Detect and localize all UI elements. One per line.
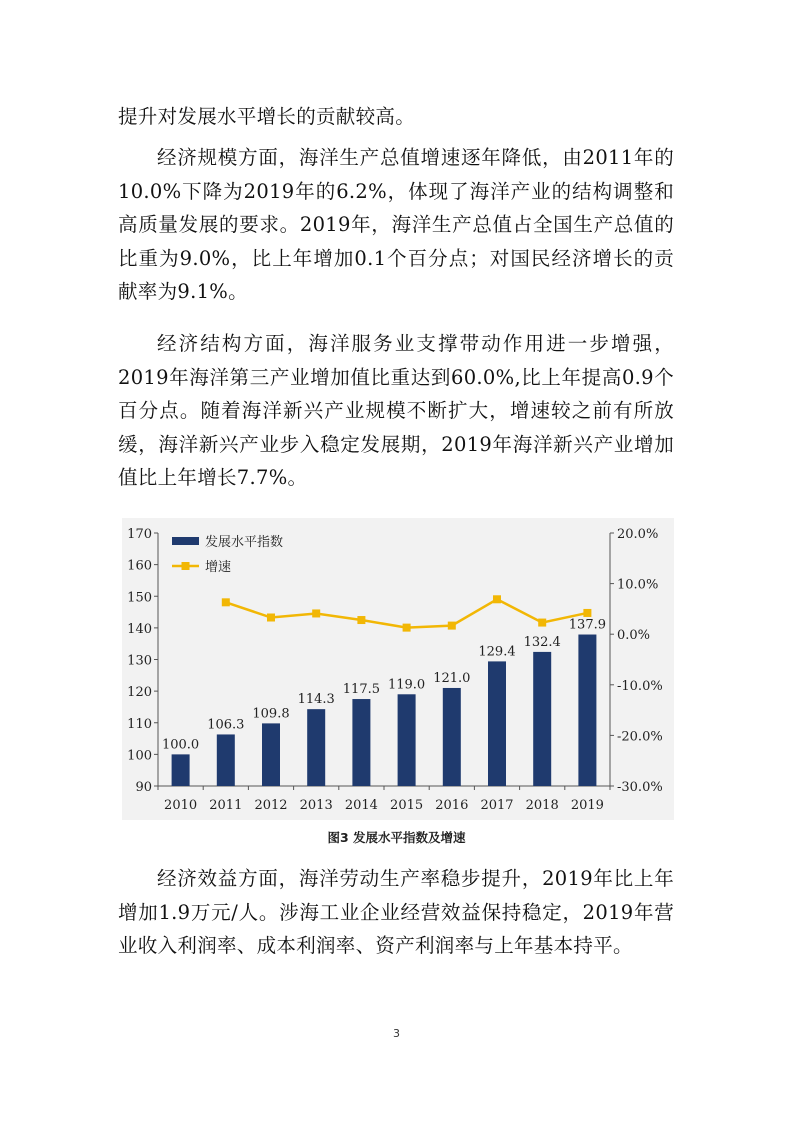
bar <box>443 688 461 786</box>
y-left-tick-label: 130 <box>127 653 152 669</box>
legend-marker-growth <box>182 562 190 570</box>
x-tick-label: 2015 <box>390 798 424 813</box>
growth-point <box>222 598 230 606</box>
bar-value-label: 119.0 <box>387 677 426 693</box>
chart-svg <box>122 518 674 820</box>
x-tick-label: 2014 <box>344 798 378 813</box>
bar <box>398 694 416 786</box>
growth-line-path <box>226 599 588 627</box>
y-left-tick-label: 120 <box>127 685 152 701</box>
bar <box>217 734 235 786</box>
paragraph-continuation: 提升对发展水平增长的贡献较高。 <box>118 105 416 128</box>
chart-growth-line <box>222 595 592 631</box>
bar <box>307 709 325 786</box>
growth-point <box>448 622 456 630</box>
y-left-tick-label: 170 <box>127 527 152 542</box>
paragraph-economic-structure: 经济结构方面，海洋服务业支撑带动作用进一步增强，2019年海洋第三产业增加值比重达到60.0%,比上年提高0.9个百分点。随着海洋新兴产业规模不断扩大，增速较之前有所放缓，海洋新兴产业步入稳定发展期，2019年海洋新兴产业增加值比上年增长7.7%。 <box>118 332 674 489</box>
x-tick-label: 2010 <box>164 798 198 813</box>
chart-bars <box>172 635 597 786</box>
page-number: 3 <box>393 1027 400 1040</box>
figure-caption: 图3 发展水平指数及增速 <box>327 830 466 845</box>
y-left-tick-label: 150 <box>127 590 152 606</box>
bar-value-label: 137.9 <box>568 617 607 633</box>
growth-point <box>583 609 591 617</box>
bar <box>172 754 190 786</box>
growth-point <box>267 614 275 622</box>
x-tick-label: 2011 <box>209 798 243 813</box>
x-tick-label: 2019 <box>570 798 604 813</box>
legend-label-index: 发展水平指数 <box>205 535 284 550</box>
x-tick-label: 2013 <box>299 798 333 813</box>
bar <box>578 635 596 786</box>
bar-value-label: 106.3 <box>207 717 245 733</box>
bar <box>262 723 280 786</box>
y-right-tick-label: 10.0% <box>617 577 659 593</box>
growth-point <box>538 619 546 627</box>
growth-point <box>357 616 365 624</box>
y-left-tick-label: 100 <box>127 748 152 764</box>
y-left-tick-label: 90 <box>135 780 152 795</box>
paragraph-economic-scale: 经济规模方面，海洋生产总值增速逐年降低，由2011年的10.0%下降为2019年的6.2%，体现了海洋产业的结构调整和高质量发展的要求。2019年，海洋生产总值占全国生产总值的比重为9.0%，比上年增加0.1个百分点；对国民经济增长的贡献率为9.1%。 <box>118 146 674 303</box>
y-left-tick-label: 160 <box>127 558 152 574</box>
y-right-tick-label: -10.0% <box>617 678 663 694</box>
legend-swatch-index <box>172 537 199 545</box>
bar-value-label: 114.3 <box>297 692 335 708</box>
y-right-tick-label: 20.0% <box>617 527 659 542</box>
bar-value-label: 109.8 <box>252 706 290 722</box>
growth-point <box>493 595 501 603</box>
bar <box>352 699 370 786</box>
y-left-tick-label: 110 <box>127 716 152 732</box>
x-tick-label: 2016 <box>435 798 469 813</box>
growth-point <box>312 609 320 617</box>
chart-legend <box>172 534 283 575</box>
development-index-chart <box>122 518 674 820</box>
bar-value-label: 121.0 <box>433 670 471 686</box>
bar-value-label: 117.5 <box>342 682 381 698</box>
x-tick-label: 2018 <box>525 798 559 813</box>
y-right-tick-label: -30.0% <box>617 780 663 795</box>
bar-value-label: 100.0 <box>161 737 200 753</box>
x-tick-label: 2012 <box>254 798 288 813</box>
bar <box>533 652 551 786</box>
bar-value-label: 129.4 <box>478 644 516 660</box>
growth-point <box>403 624 411 632</box>
y-right-tick-label: 0.0% <box>617 628 651 644</box>
y-left-tick-label: 140 <box>127 621 152 637</box>
y-right-tick-label: -20.0% <box>617 729 663 745</box>
bar-value-label: 132.4 <box>523 634 561 650</box>
paragraph-economic-efficiency: 经济效益方面，海洋劳动生产率稳步提升，2019年比上年增加1.9万元/人。涉海工业企业经营效益保持稳定，2019年营业收入利润率、成本利润率、资产利润率与上年基本持平。 <box>118 867 674 957</box>
x-tick-label: 2017 <box>480 798 514 813</box>
legend-label-growth: 增速 <box>205 560 232 575</box>
bar <box>488 661 506 786</box>
